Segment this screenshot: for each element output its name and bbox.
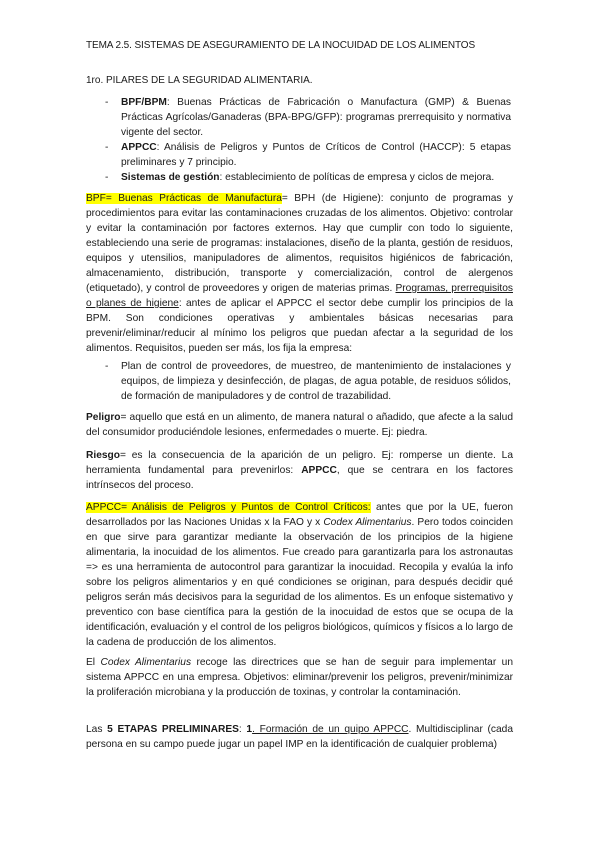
bullet-dash: - xyxy=(105,142,109,153)
plans-text: Plan de control de proveedores, de muestreo, de mantenimiento de instalaciones y equipos, de limpieza y desinfección, de plagas, de agua potable, de residuos sólidos, de formación de manipuladores y de control de trazabilidad. xyxy=(121,361,511,402)
bpf-highlight: BPF= Buenas Prácticas de Manufactura xyxy=(86,193,282,204)
bpf-text: = BPH (de Higiene): conjunto de programas y procedimientos para evitar las contaminaciones cruzadas de los alimentos. Objetivo: controlar y evitar la contaminación por factores externos. Hay que cumplir con todo lo siguiente, estableciendo una serie de programas: instalaciones, diseño de la planta, gestión de residuos, equipos y utensilios, manipuladores de alimentos, requisitos higiénicos de fabricación, almacenamiento, distribución, transporte y comercialización, control de alergenos (etiquetado), y control de proveedores y origen de materias primas. xyxy=(86,193,513,294)
appcc-highlight: APPCC= Análisis de Peligros y Puntos de Control Críticos: xyxy=(86,502,371,513)
pillar-item xyxy=(105,170,511,185)
bullet-dash: - xyxy=(105,97,109,108)
codex-italic: Codex Alimentarius xyxy=(100,657,192,668)
peligro-term: Peligro xyxy=(86,412,121,423)
etapas-num: 1 xyxy=(246,724,253,735)
etapas-underline: . Formación de un quipo APPCC xyxy=(252,724,409,735)
riesgo-text: = es la consecuencia de la aparición de un peligro. Ej: romperse un diente. La herramienta fundamental para prevenirlos: xyxy=(86,450,513,476)
codex-pre: El xyxy=(86,657,101,668)
peligro-paragraph xyxy=(86,410,513,440)
plans-item xyxy=(105,359,511,404)
etapas-bold: 5 ETAPAS PRELIMINARES xyxy=(107,724,239,735)
pillar-text xyxy=(121,170,511,185)
etapas-text: . Multidisciplinar (cada persona en su campo puede jugar un papel IMP en la identificación de cualquier problema) xyxy=(86,724,513,750)
riesgo-term: Riesgo xyxy=(86,450,120,461)
etapas-paragraph xyxy=(86,722,513,752)
pillar-item xyxy=(105,95,511,140)
peligro-text: = aquello que está en un alimento, de manera natural o añadido, que afecte a la salud del consumidor produciéndole lesiones, enfermedades o muerte. Ej: piedra. xyxy=(86,412,513,438)
pillar-desc: : Análisis de Peligros y Puntos de Críticos de Control (HACCP): 5 etapas preliminares y 7 principio. xyxy=(121,142,511,168)
riesgo-text2: , que se centrara en los factores intrínsecos del proceso. xyxy=(86,465,513,491)
codex-text: recoge las directrices que se han de seguir para implementar un sistema APPCC en una empresa. Objetivos: eliminar/prevenir los peligros, prevenir/minimizar la proliferación microbiana y la producción de toxinas, y controlar la contaminación. xyxy=(86,657,514,698)
document-title: TEMA 2.5. SISTEMAS DE ASEGURAMIENTO DE LA INOCUIDAD DE LOS ALIMENTOS xyxy=(86,40,476,51)
bpf-text2: : antes de aplicar el APPCC el sector debe cumplir los principios de la BPM. Son condiciones operativas y ambientales básicas necesarias para prevenir/eliminar/reducir al mínimo los peligros que puedan afectar a la seguridad de los alimentos. Requisitos, pueden ser más, los fija la empresa: xyxy=(86,298,513,354)
bpf-underline: Programas, prerrequisitos o planes de higiene xyxy=(86,283,513,309)
appcc-text: antes que por la UE, fueron desarrollados por las Naciones Unidas x la FAO y x xyxy=(86,502,513,528)
bullet-dash: - xyxy=(105,361,109,372)
pillar-term: APPCC xyxy=(121,142,157,153)
pillar-term: BPF/BPM xyxy=(121,97,167,108)
riesgo-bold: APPCC xyxy=(301,465,337,476)
pillar-text xyxy=(121,140,511,170)
bullet-dash: - xyxy=(105,172,109,183)
bpf-paragraph xyxy=(86,191,513,356)
section-heading: 1ro. PILARES DE LA SEGURIDAD ALIMENTARIA. xyxy=(86,75,313,86)
pillar-desc: : establecimiento de políticas de empresa y ciclos de mejora. xyxy=(219,172,495,183)
appcc-text2: . Pero todos coinciden en que sirve para garantizar mediante la observación de los principios de la higiene alimentaria, la inocuidad de los alimentos. Fue creado para garantizarla para los astronautas => es una herramienta de autocontrol para garantizar la inocuidad. Recopila y evalúa la info sobre los peligros alimentarios y en qué condiciones se originan, para después decidir qué peligros serán más decisivos para la seguridad de los alimentos. Es un enfoque sistemativo y preventico con base científica para la gestión de la inocuidad de estos que se ocupa de la identificación, evaluación y el control de los peligros biológicos, químicos y físicos a lo largo de la cadena de producción de los alimentos. xyxy=(86,517,514,648)
appcc-italic: Codex Alimentarius xyxy=(323,517,412,528)
codex-paragraph xyxy=(86,655,513,700)
appcc-paragraph xyxy=(86,500,513,650)
riesgo-paragraph xyxy=(86,448,513,493)
pillar-item xyxy=(105,140,511,170)
etapas-mid: : xyxy=(238,724,247,735)
pillar-text xyxy=(121,95,511,140)
pillar-desc: : Buenas Prácticas de Fabricación o Manufactura (GMP) & Buenas Prácticas Agrícolas/Ganaderas (BPA-BPG/GFP): programas prerrequisito y normativa vigente del sector. xyxy=(121,97,511,138)
pillar-term: Sistemas de gestión xyxy=(121,172,220,183)
etapas-pre: Las xyxy=(86,724,108,735)
